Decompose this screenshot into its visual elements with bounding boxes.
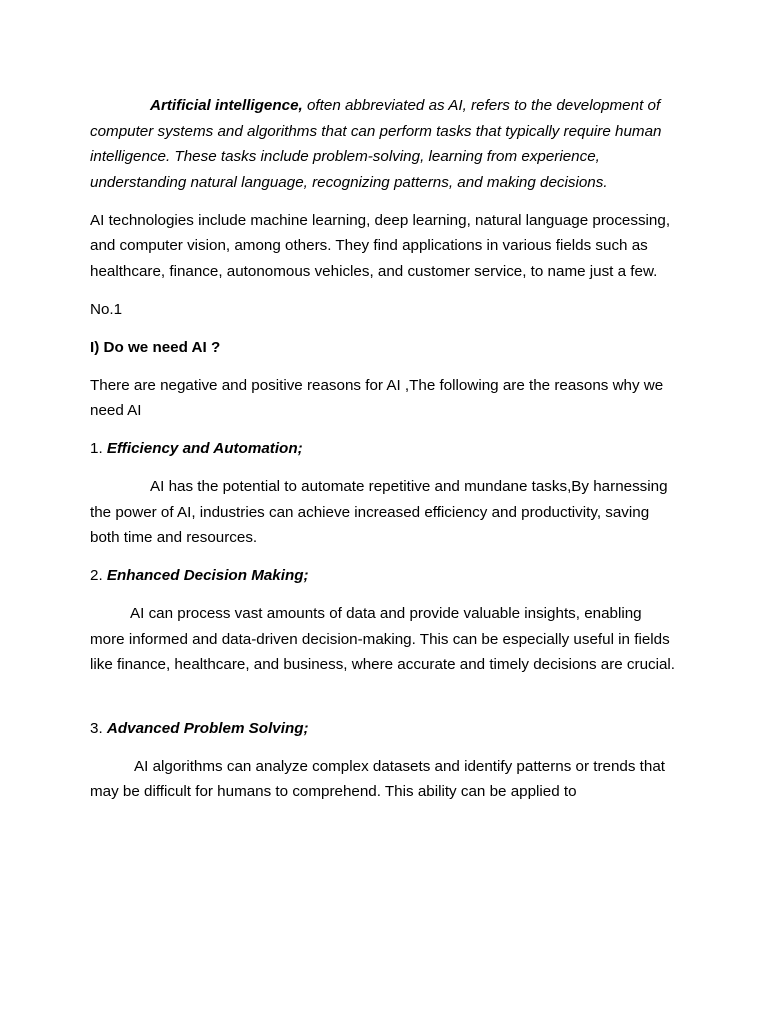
reason-heading-3: [90, 716, 680, 742]
reason-heading-1: [90, 436, 680, 462]
document-body: [90, 93, 680, 817]
intro-term: Artificial intelligence,: [150, 97, 303, 114]
number-label: No.1: [90, 300, 123, 318]
reason-body-1: AI has the potential to automate repetitive and mundane tasks,By harnessing the power of AI, industries can achieve increased efficiency and productivity, saving both time and resources.: [90, 478, 668, 546]
reason-body-3: AI algorithms can analyze complex datasets and identify patterns or trends that may be difficult for humans to comprehend. This ability can be applied to: [90, 757, 666, 800]
reason-number: 3.: [90, 719, 107, 737]
reason-heading-2: [90, 563, 680, 589]
reason-number: 1.: [90, 440, 107, 457]
reason-title: Advanced Problem Solving;: [106, 719, 309, 737]
reason-number: 2.: [90, 567, 107, 584]
reasons-intro-paragraph: There are negative and positive reasons for AI ,The following are the reasons why we need AI: [90, 376, 664, 419]
reason-title: Enhanced Decision Making;: [106, 567, 309, 584]
technologies-paragraph: AI technologies include machine learning, deep learning, natural language processing, and computer vision, among others. They find applications in various fields such as healthcare, finance, autonomous vehicles, and customer service, to name just a few.: [90, 211, 671, 280]
intro-paragraph: [90, 93, 680, 195]
reason-body-2: AI can process vast amounts of data and provide valuable insights, enabling more informed and data-driven decision-making. This can be especially useful in fields like finance, healthcare, and business, where accurate and timely decisions are crucial.: [90, 605, 676, 673]
intro-text: often abbreviated as AI, refers to the development of computer systems and algorithms that can perform tasks that typically require human intelligence. These tasks include problem-solving, learning from experience, understanding natural language, recognizing patterns, and making decisions.: [90, 97, 662, 191]
reason-title: Efficiency and Automation;: [106, 440, 303, 457]
section-heading: I) Do we need AI ?: [90, 338, 221, 356]
